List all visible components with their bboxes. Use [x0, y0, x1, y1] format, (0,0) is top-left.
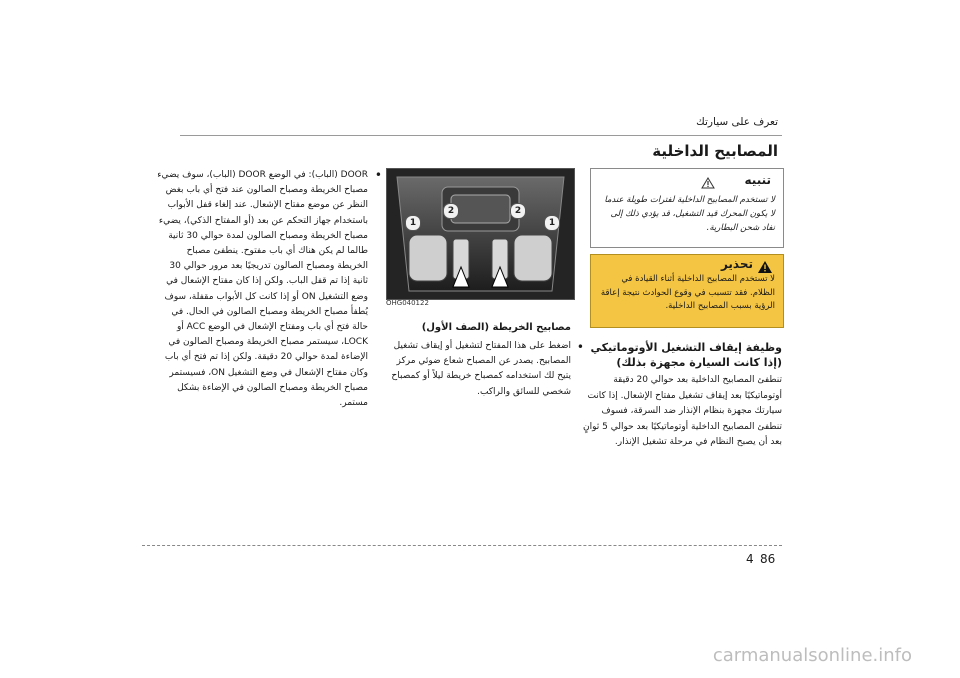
door-position-text: DOOR (الباب): في الوضع DOOR (الباب)، سوف يضيء مصباح الخريطة ومصباح الصالون عند فتح أي باب بغض النظر عن موضع مفتاح الإشعال. عند إلغاء قفل الأبواب باستخدام جهاز التحكم عن بعد (أو المفتاح الذكي)، يضيء مصباح الخريطة ومصباح الصالون لمدة حوالي 30 ثانية طالما لم يكن هناك أي باب مفتوح. ينطفئ مصباح الخريطة ومصباح الصالون تدريجيًا بعد مرور حوالي 30 ثانية إذا تم قفل الباب. ولكن إذا كان مفتاح الإشعال في وضع التشغيل ON أو إذا كانت كل الأبواب مقفلة، سوف يُطفأ مصباح الخريطة ومصباح الصالون في الحال. في حالة فتح أي باب ومفتاح الإشعال في الوضع ACC أو LOCK، سيستمر مصباح الخريطة ومصباح الصالون في الإضاءة لمدة حوالي 20 دقيقة. ولكن إذا تم فتح أي باب وكان مفتاح الإشعال في وضع التشغيل ON، فسيستمر مصباح الخريطة ومصباح الصالون في الإضاءة بشكل مستمر. — [157, 170, 368, 409]
footer-divider — [142, 545, 782, 546]
lamp-label-2-left: 2 — [443, 203, 459, 219]
caution-box — [590, 254, 784, 328]
figure-caption: مصابيح الخريطة (الصف الأول) — [421, 322, 571, 333]
section-number: 4 — [746, 552, 754, 566]
notice-text: لا تستخدم المصابيح الداخلية لفترات طويلة عندما لا يكون المحرك قيد التشغيل، قد يؤدي ذلك إلى نفاد شحن البطارية. — [604, 195, 775, 233]
figure-code: OHG040122 — [386, 299, 429, 307]
chapter-title: تعرف على سيارتك — [696, 116, 778, 128]
map-lamp-figure — [386, 168, 575, 300]
lamp-label-1-right: 1 — [544, 215, 560, 231]
auto-shutoff-heading: وظيفة إيقاف التشغيل الأوتوماتيكي (إذا كانت السيارة مجهزة بذلك) — [590, 341, 782, 369]
caution-text: لا تستخدم المصابيح الداخلية أثناء القيادة في الظلام. فقد تتسبب في وقوع الحوادث نتيجة إعاقة الرؤية بسبب المصابيح الداخلية. — [600, 274, 775, 311]
section-title: المصابيح الداخلية — [652, 142, 778, 160]
watermark — [0, 645, 960, 666]
page-header — [0, 0, 960, 160]
bullet-icon: • — [576, 340, 584, 354]
auto-shutoff-text: تنطفئ المصابيح الداخلية بعد حوالي 20 دقيقة أوتوماتيكيًا بعد إيقاف تشغيل مفتاح الإشعال. إذا كانت سيارتك مجهزة بنظام الإنذار ضد السرقة، فسوف تنطفئ المصابيح الداخلية أوتوماتيكيًا بعد حوالي 5 ثوانٍ بعد أن يصبح النظام في مرحلة تشغيل الإنذار. — [583, 375, 782, 447]
bullet-icon: • — [374, 168, 382, 182]
watermark-text: carmanualsonline.info — [712, 645, 912, 666]
lamp-label-2-right: 2 — [510, 203, 526, 219]
lamp-label-1-left: 1 — [405, 215, 421, 231]
caution-heading: تحذير — [720, 257, 753, 271]
notice-heading: تنبيه — [744, 173, 771, 187]
header-divider — [180, 135, 782, 136]
overhead-console-illustration — [387, 169, 574, 299]
door-button-text: اضغط على هذا المفتاح لتشغيل أو إيقاف تشغيل المصابيح. يصدر عن المصباح شعاع ضوئي مركز يتيح لك استخدامه كمصباح خريطة ليلاً أو كمصباح شخصي للسائق والراكب. — [391, 341, 571, 397]
warning-triangle-icon — [701, 174, 715, 193]
page-number: 86 — [760, 552, 776, 566]
notice-box — [590, 168, 784, 248]
